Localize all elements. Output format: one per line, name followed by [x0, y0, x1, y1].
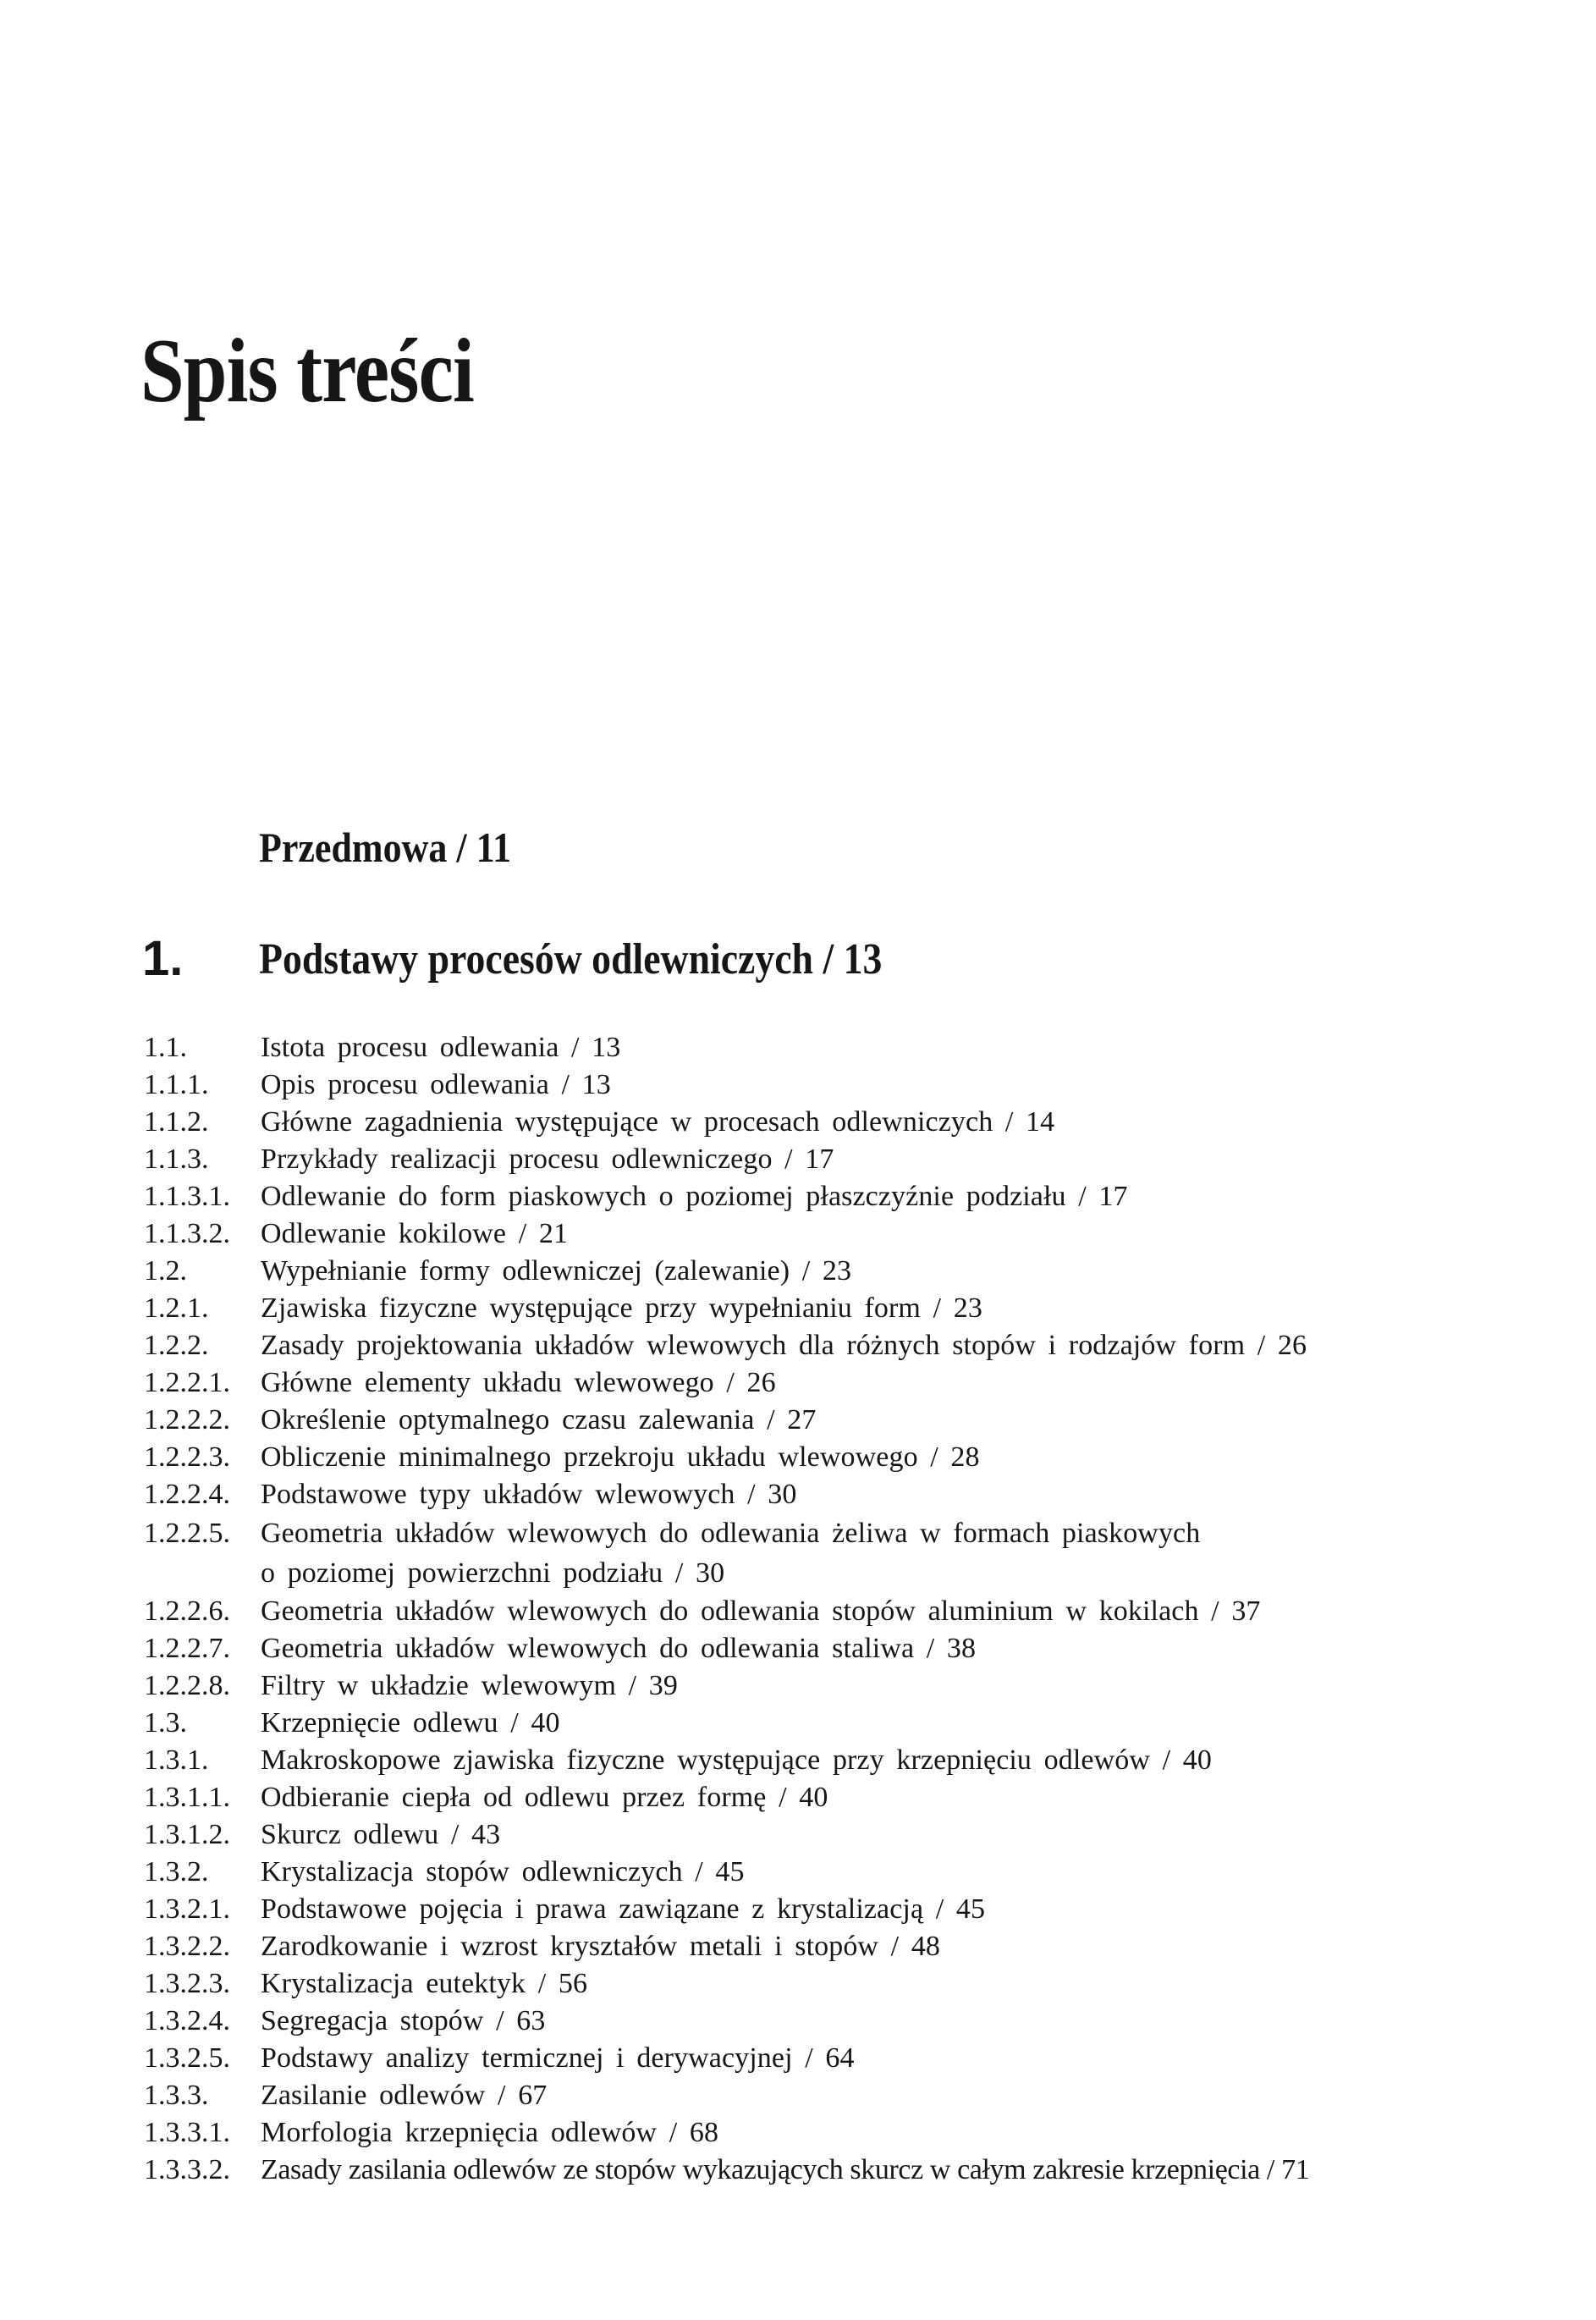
- toc-entry-number: 1.2.: [144, 1255, 187, 1287]
- toc-entry-preface: Przedmowa / 11: [259, 824, 512, 871]
- page-title: Spis treści: [140, 321, 474, 422]
- toc-entry: [144, 1141, 1464, 1178]
- toc-entry: [144, 1066, 1464, 1104]
- toc-entry-title: Opis procesu odlewania / 13: [261, 1069, 611, 1100]
- toc-entry-title: Podstawowe pojęcia i prawa zawiązane z krystalizacją / 45: [261, 1893, 986, 1925]
- toc-entry-title: Odbieranie ciepła od odlewu przez formę / 40: [261, 1782, 828, 1813]
- toc-entry-title: Zasady zasilania odlewów ze stopów wykazujących skurcz w całym zakresie krzepnięcia / 71: [261, 2154, 1310, 2185]
- toc-entry-number: 1.3.3.: [144, 2080, 209, 2111]
- toc-entry-title: Główne elementy układu wlewowego / 26: [261, 1367, 776, 1398]
- toc-entry-number: 1.2.2.: [144, 1330, 209, 1361]
- toc-entry-number: 1.3.2.5.: [144, 2042, 230, 2074]
- toc-entry-title: Geometria układów wlewowych do odlewania stopów aluminium w kokilach / 37: [261, 1595, 1261, 1627]
- toc-entry-title: Podstawowe typy układów wlewowych / 30: [261, 1479, 797, 1510]
- toc-entry: [144, 1178, 1464, 1215]
- toc-entry-title: Zjawiska fizyczne występujące przy wypełnianiu form / 23: [261, 1292, 982, 1324]
- toc-entry: [144, 1742, 1464, 1779]
- toc-entry: [144, 2114, 1464, 2152]
- toc-entry: [144, 2152, 1464, 2189]
- toc-entry: [144, 1854, 1464, 1891]
- toc-entry: [144, 2003, 1464, 2040]
- toc-entry: [144, 1029, 1464, 1066]
- toc-entry-title: Krystalizacja stopów odlewniczych / 45: [261, 1856, 745, 1887]
- toc-entry-title: Morfologia krzepnięcia odlewów / 68: [261, 2117, 719, 2148]
- toc-entry-title: Istota procesu odlewania / 13: [261, 1032, 621, 1063]
- toc-entry-number: 1.3.: [144, 1707, 187, 1739]
- toc-entry-number: 1.3.2.3.: [144, 1968, 230, 1999]
- toc-entry-number: 1.3.3.1.: [144, 2117, 230, 2148]
- toc-entry-title: Przykłady realizacji procesu odlewniczego / 17: [261, 1143, 834, 1175]
- toc-entry: [144, 1779, 1464, 1816]
- toc-entry-title: Odlewanie do form piaskowych o poziomej płaszczyźnie podziału / 17: [261, 1181, 1128, 1212]
- chapter-number: 1.: [142, 931, 184, 986]
- toc-entry-title: Obliczenie minimalnego przekroju układu wlewowego / 28: [261, 1441, 980, 1473]
- toc-entry-title: Skurcz odlewu / 43: [261, 1819, 501, 1850]
- toc-entry-number: 1.3.1.: [144, 1744, 209, 1776]
- toc-entry: [144, 1364, 1464, 1402]
- toc-entry-title: Wypełnianie formy odlewniczej (zalewanie) / 23: [261, 1255, 852, 1287]
- toc-entry-number: 1.1.1.: [144, 1069, 209, 1100]
- toc-entry-title: Zarodkowanie i wzrost kryształów metali i stopów / 48: [261, 1931, 941, 1962]
- toc-entry-number: 1.3.1.2.: [144, 1819, 230, 1850]
- chapter-title: Podstawy procesów odlewniczych / 13: [259, 935, 883, 984]
- toc-entry-title: Makroskopowe zjawiska fizyczne występujące przy krzepnięciu odlewów / 40: [261, 1744, 1212, 1776]
- toc-entry-number: 1.2.2.6.: [144, 1595, 230, 1627]
- toc-entry: [144, 1630, 1464, 1667]
- toc-entry-title: Zasilanie odlewów / 67: [261, 2080, 548, 2111]
- toc-entry-title: Odlewanie kokilowe / 21: [261, 1218, 569, 1249]
- toc-entry-title: Filtry w układzie wlewowym / 39: [261, 1670, 678, 1701]
- toc-entry-number: 1.2.2.7.: [144, 1633, 230, 1664]
- toc-entry: [144, 1476, 1464, 1513]
- toc-entry: [144, 1891, 1464, 1928]
- toc-entry: [144, 1667, 1464, 1705]
- toc-entry: [144, 1215, 1464, 1253]
- toc-entry-number: 1.2.2.2.: [144, 1404, 230, 1436]
- toc-entry: [144, 1327, 1464, 1364]
- toc-entry: [144, 1253, 1464, 1290]
- toc-entry-title: Geometria układów wlewowych do odlewania staliwa / 38: [261, 1633, 977, 1664]
- toc-entry-title: Główne zagadnienia występujące w procesach odlewniczych / 14: [261, 1106, 1055, 1138]
- toc-entry: [144, 1402, 1464, 1439]
- table-of-contents: [144, 1029, 1464, 2189]
- toc-entry-number: 1.1.: [144, 1032, 187, 1063]
- toc-entry: [144, 1705, 1464, 1742]
- toc-entry-title: Segregacja stopów / 63: [261, 2005, 546, 2036]
- toc-entry: [144, 1593, 1464, 1630]
- toc-entry-number: 1.2.2.8.: [144, 1670, 230, 1701]
- toc-entry-number: 1.3.2.1.: [144, 1893, 230, 1925]
- toc-entry: [144, 1290, 1464, 1327]
- toc-entry-number: 1.2.2.3.: [144, 1441, 230, 1473]
- toc-entry-number: 1.2.1.: [144, 1292, 209, 1324]
- toc-entry-number: 1.3.2.: [144, 1856, 209, 1887]
- toc-entry-title: Geometria układów wlewowych do odlewania żeliwa w formach piaskowych o poziomej powierzchni podziału / 30: [261, 1518, 1201, 1589]
- toc-entry-title: Podstawy analizy termicznej i derywacyjnej / 64: [261, 2042, 855, 2074]
- toc-entry-title: Zasady projektowania układów wlewowych dla różnych stopów i rodzajów form / 26: [261, 1330, 1307, 1361]
- toc-entry: [144, 1104, 1464, 1141]
- toc-entry-number: 1.1.3.2.: [144, 1218, 230, 1249]
- toc-entry-number: 1.1.3.: [144, 1143, 209, 1175]
- toc-entry-number: 1.2.2.1.: [144, 1367, 230, 1398]
- toc-entry: [144, 1439, 1464, 1476]
- toc-entry-number: 1.1.3.1.: [144, 1181, 230, 1212]
- toc-entry-number: 1.1.2.: [144, 1106, 209, 1138]
- toc-entry-number: 1.3.3.2.: [144, 2154, 230, 2185]
- toc-entry: [144, 2077, 1464, 2114]
- toc-entry: [144, 1965, 1464, 2003]
- toc-entry: [144, 2040, 1464, 2077]
- toc-entry-title: Określenie optymalnego czasu zalewania / 27: [261, 1404, 817, 1436]
- toc-entry: [144, 1928, 1464, 1965]
- toc-entry-title: Krystalizacja eutektyk / 56: [261, 1968, 588, 1999]
- toc-entry-number: 1.3.1.1.: [144, 1782, 230, 1813]
- toc-entry-number: 1.2.2.5.: [144, 1518, 230, 1549]
- toc-entry-title: Krzepnięcie odlewu / 40: [261, 1707, 560, 1739]
- toc-entry: [144, 1513, 1464, 1593]
- toc-entry-number: 1.3.2.2.: [144, 1931, 230, 1962]
- toc-entry: [144, 1816, 1464, 1854]
- toc-entry-number: 1.3.2.4.: [144, 2005, 230, 2036]
- toc-entry-number: 1.2.2.4.: [144, 1479, 230, 1510]
